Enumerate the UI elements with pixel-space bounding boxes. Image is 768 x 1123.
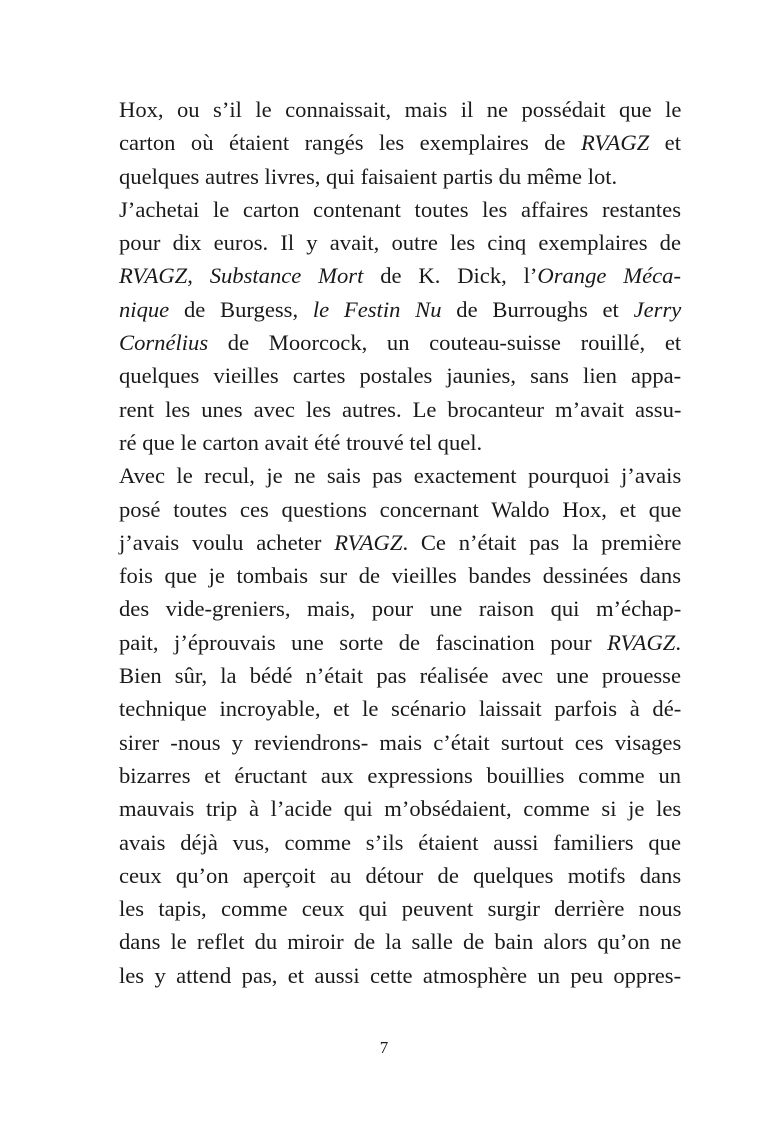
text-line <box>119 160 681 193</box>
text-segment: des vide-greniers, mais, pour une raison qui m’échap- <box>119 596 682 622</box>
text-line <box>119 93 681 126</box>
text-line <box>119 293 681 326</box>
page-number: 7 <box>379 1038 389 1057</box>
text-segment: de Burroughs et <box>441 296 634 322</box>
text-line <box>119 892 681 925</box>
italic-title: Substance Mort <box>209 263 364 289</box>
text-line <box>119 726 681 759</box>
italic-title: nique <box>119 296 170 322</box>
italic-title: RVAGZ <box>607 629 676 655</box>
text-line <box>119 393 681 426</box>
text-segment: pait, j’éprouvais une sorte de fascination pour <box>119 629 608 655</box>
text-line <box>119 259 681 292</box>
text-segment: sirer -nous y reviendrons- mais c’était surtout ces visages <box>119 729 682 755</box>
text-segment: les y attend pas, et aussi cette atmosphère un peu oppres- <box>119 962 682 988</box>
text-segment: quelques autres livres, qui faisaient partis du même lot. <box>119 163 618 189</box>
text-segment: dans le reflet du miroir de la salle de bain alors qu’on ne <box>119 929 682 955</box>
text-line <box>119 859 681 892</box>
text-line <box>119 426 681 459</box>
italic-title: RVAGZ <box>119 263 188 289</box>
text-segment: de K. Dick, l’ <box>363 263 538 289</box>
text-segment: quelques vieilles cartes postales jaunies, sans lien appa- <box>119 363 682 389</box>
text-segment: , <box>187 263 210 289</box>
text-line <box>119 359 681 392</box>
italic-title: le Festin Nu <box>312 296 442 322</box>
text-segment: posé toutes ces questions concernant Waldo Hox, et que <box>119 496 682 522</box>
text-line <box>119 692 681 725</box>
text-segment: J’achetai le carton contenant toutes les affaires restantes <box>119 196 681 222</box>
text-line <box>119 826 681 859</box>
text-segment: Avec le recul, je ne sais pas exactement pourquoi j’avais <box>119 463 682 489</box>
text-line <box>119 493 681 526</box>
text-line <box>119 925 681 958</box>
text-segment: Bien sûr, la bédé n’était pas réalisée avec une prouesse <box>119 663 681 689</box>
text-line <box>119 326 681 359</box>
text-segment: j’avais voulu acheter <box>119 529 335 555</box>
text-line <box>119 526 681 559</box>
italic-title: Orange Méca- <box>537 263 681 289</box>
text-line <box>119 459 681 492</box>
text-segment: avais déjà vus, comme s’ils étaient aussi familiers que <box>119 829 681 855</box>
text-segment: et <box>649 130 681 156</box>
page-body-text <box>119 93 681 992</box>
text-segment: de Burgess, <box>169 296 313 322</box>
text-line <box>119 592 681 625</box>
text-segment: ré que le carton avait été trouvé tel quel. <box>119 429 483 455</box>
text-segment: les tapis, comme ceux qui peuvent surgir derrière nous <box>119 896 682 922</box>
text-segment: rent les unes avec les autres. Le brocanteur m’avait assu- <box>119 396 682 422</box>
text-line <box>119 659 681 692</box>
text-line <box>119 126 681 159</box>
text-segment: carton où étaient rangés les exemplaires de <box>119 130 582 156</box>
italic-title: RVAGZ <box>334 529 403 555</box>
text-segment: de Moorcock, un couteau-suisse rouillé, et <box>208 330 682 356</box>
text-line <box>119 792 681 825</box>
text-segment: technique incroyable, et le scénario laissait parfois à dé- <box>119 696 682 722</box>
text-segment: Hox, ou s’il le connaissait, mais il ne possédait que le <box>119 97 682 122</box>
text-line <box>119 959 681 992</box>
text-line <box>119 226 681 259</box>
italic-title: RVAGZ <box>581 130 650 156</box>
text-line <box>119 759 681 792</box>
text-segment: . Ce n’était pas la première <box>402 529 682 555</box>
text-line <box>119 559 681 592</box>
text-segment: . <box>675 629 681 655</box>
text-segment: bizarres et éructant aux expressions bouillies comme un <box>119 762 682 788</box>
text-segment: fois que je tombais sur de vieilles bandes dessinées dans <box>119 563 681 589</box>
text-line <box>119 626 681 659</box>
italic-title: Cornélius <box>119 330 209 356</box>
text-segment: ceux qu’on aperçoit au détour de quelques motifs dans <box>119 862 682 888</box>
text-segment: mauvais trip à l’acide qui m’obsédaient, comme si je les <box>119 796 682 822</box>
text-segment: pour dix euros. Il y avait, outre les cinq exemplaires de <box>119 230 681 256</box>
italic-title: Jerry <box>633 296 682 322</box>
text-line <box>119 193 681 226</box>
